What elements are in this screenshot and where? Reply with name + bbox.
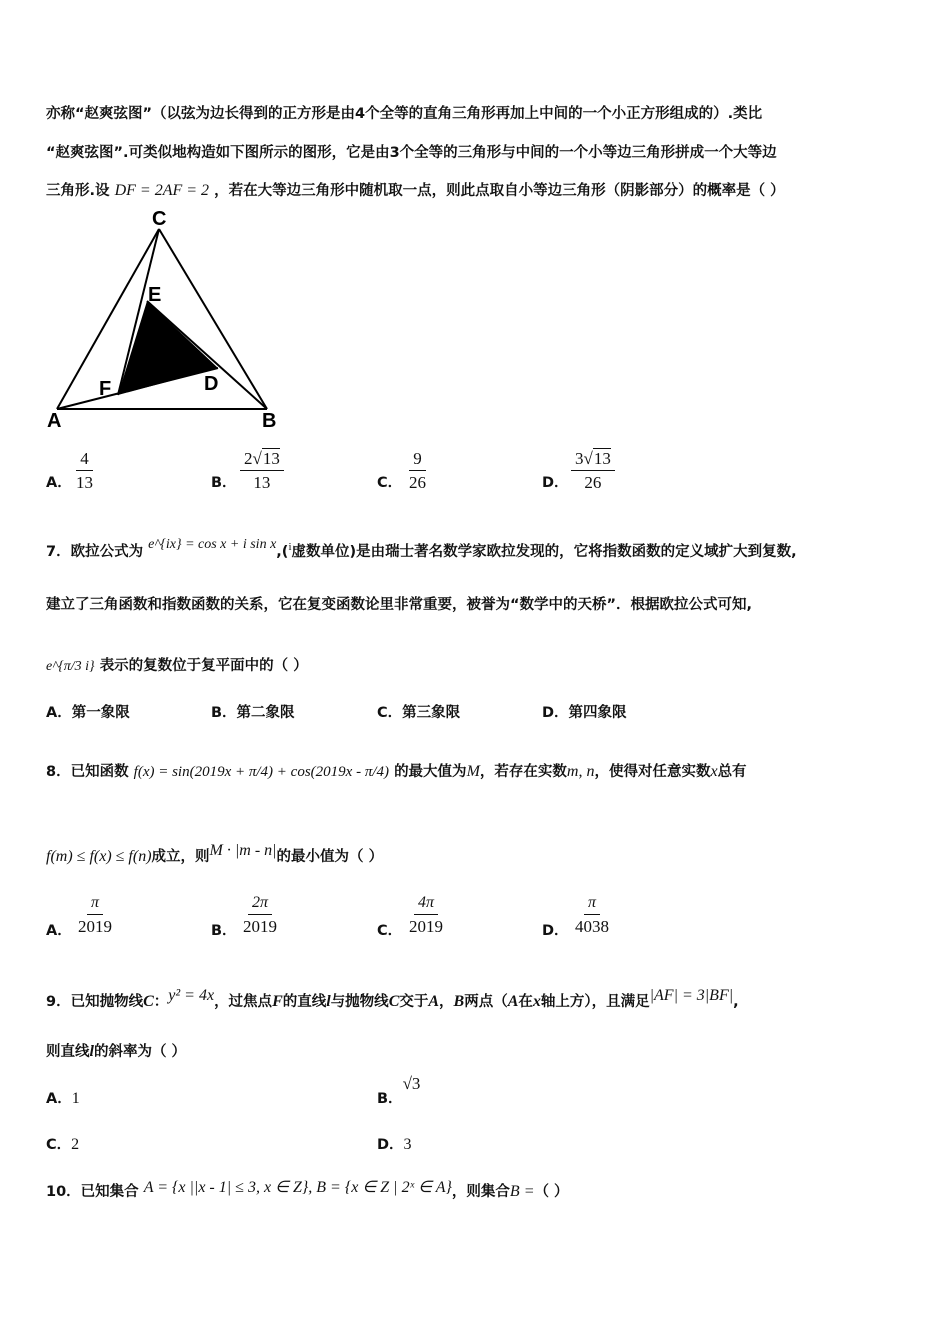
q6-option-a-fraction	[72, 449, 97, 493]
q8-option-d-letter[interactable]: D．	[542, 923, 569, 939]
q7-exp-expression: e^{π/3 i}	[46, 659, 95, 674]
q8-option-c-letter[interactable]: C．	[377, 923, 403, 939]
q8-d-num: π	[584, 893, 600, 915]
q6-option-d-fraction	[571, 449, 615, 493]
q9-text-7: 轴上方），且满足	[540, 994, 650, 1010]
q9-text-2: 的直线	[282, 994, 327, 1010]
q7-line-2: 建立了三角函数和指数函数的关系，它在复变函数论里非常重要，被誉为“数学中的天桥”．根据欧拉公式可知,	[46, 597, 753, 613]
q8-option-d-fraction	[571, 893, 613, 937]
q8-option-b-letter[interactable]: B．	[211, 923, 237, 939]
q7-text-1: 虚数单位)是由瑞士著名数学家欧拉发现的，它将指数函数的定义域扩大到复数,	[291, 544, 797, 560]
label-d: D	[204, 373, 219, 395]
q6-b-rad: 13	[262, 449, 280, 468]
q9-text-6: 在	[518, 994, 533, 1010]
q9-a-letter: A．	[46, 1091, 72, 1107]
triangle-figure	[40, 205, 290, 435]
q9-option-c[interactable]	[46, 1133, 79, 1154]
q10-text-2: （ ）	[534, 1184, 569, 1200]
q6-a-den: 13	[76, 473, 93, 492]
q8-line-2	[46, 842, 384, 866]
q9-C: C	[143, 993, 154, 1010]
q9-B: B	[453, 993, 465, 1010]
label-e: E	[148, 284, 162, 306]
q9-d-value: 3	[403, 1136, 412, 1153]
q9-line2-b: 的斜率为（ ）	[93, 1044, 187, 1060]
q9-colon: ：	[153, 994, 169, 1010]
q10-line-1	[46, 1180, 569, 1201]
q6-b-den: 13	[253, 473, 271, 492]
q6-option-c-fraction	[405, 449, 430, 493]
q9-option-b[interactable]	[377, 1073, 421, 1107]
q6-c-den: 26	[409, 473, 426, 492]
q9-F: F	[272, 993, 283, 1010]
q9-text-3: 与抛物线	[330, 994, 389, 1010]
q9-comma: ，	[439, 994, 454, 1010]
q9-text-1: ，过焦点	[214, 994, 273, 1010]
q7-line-1	[46, 537, 797, 561]
q9-parabola: y² = 4x	[168, 987, 215, 1004]
q6-d-num: 3√13	[571, 449, 615, 471]
q7-euler-formula: e^{ix} = cos x + i sin x	[148, 537, 277, 552]
intro-line-3-text-a: 三角形.设	[46, 183, 110, 199]
q8-option-a-letter[interactable]: A．	[46, 923, 72, 939]
q6-option-a-letter[interactable]: A．	[46, 475, 72, 491]
q9-c-value: 2	[71, 1136, 80, 1153]
q8-text-1: 的最大值为	[394, 764, 467, 780]
q8-text-4: 总有	[717, 764, 747, 780]
q7-option-c[interactable]: C．第三象限	[377, 705, 461, 721]
intro-line-3-text-b: ，若在大等边三角形中随机取一点，则此点取自小等边三角形（阴影部分）的概率是（ ）	[214, 183, 785, 199]
q8-mn: m, n	[566, 763, 595, 780]
q8-x: x	[710, 763, 718, 780]
q6-a-num: 4	[76, 449, 93, 471]
q9-option-d[interactable]	[377, 1133, 412, 1154]
q9-b-value: √3	[402, 1074, 421, 1093]
q9-l: l	[326, 993, 331, 1010]
q9-C2: C	[388, 993, 400, 1010]
q8-M: M	[466, 763, 480, 780]
intro-math-df: DF = 2AF = 2	[114, 182, 210, 199]
label-a: A	[47, 410, 62, 432]
q9-c-letter: C．	[46, 1137, 72, 1153]
q7-imag-unit: i	[288, 541, 292, 553]
q8-text-5: 成立，则	[151, 849, 210, 865]
q9-line-2	[46, 1040, 186, 1061]
q9-option-a[interactable]	[46, 1087, 80, 1108]
q7-line-3	[46, 654, 308, 675]
q8-c-den: 2019	[409, 917, 443, 936]
q7-option-d[interactable]: D．第四象限	[542, 705, 627, 721]
q7-mid: ,(	[276, 544, 289, 560]
q9-a-value: 1	[71, 1090, 80, 1107]
q9-condition: |AF| = 3|BF|	[649, 987, 734, 1004]
q9-text-8: ,	[733, 994, 739, 1010]
q9-text-4: 交于	[399, 994, 429, 1010]
q8-text-6: 的最小值为（ ）	[276, 849, 384, 865]
q7-text-3: 表示的复数位于复平面中的（ ）	[99, 658, 308, 674]
q8-c-num: 4π	[414, 893, 438, 915]
q6-option-b-fraction	[240, 449, 284, 493]
q6-option-b-letter[interactable]: B．	[211, 475, 237, 491]
q8-inequality: f(m) ≤ f(x) ≤ f(n)	[46, 848, 152, 865]
q9-prefix: 9．已知抛物线	[46, 994, 144, 1010]
q8-line-1	[46, 760, 747, 781]
q8-b-num: 2π	[248, 893, 272, 915]
q8-option-b-fraction	[239, 893, 281, 937]
q6-d-coef: 3	[575, 449, 584, 468]
label-f: F	[99, 378, 112, 400]
q8-prefix: 8．已知函数	[46, 764, 129, 780]
label-b: B	[262, 410, 277, 432]
q8-function: f(x) = sin(2019x + π/4) + cos(2019x - π/4)	[133, 764, 389, 780]
q10-B: B =	[509, 1183, 535, 1200]
q9-d-letter: D．	[377, 1137, 404, 1153]
intro-line-3	[46, 179, 785, 200]
q8-a-num: π	[87, 893, 103, 915]
label-c: C	[152, 208, 167, 230]
q6-b-coef: 2	[244, 449, 253, 468]
q8-a-den: 2019	[78, 917, 112, 936]
q9-line-1	[46, 987, 739, 1011]
q8-product: M · |m - n|	[209, 842, 277, 859]
q8-d-den: 4038	[575, 917, 609, 936]
q9-A2: A	[507, 993, 519, 1010]
q9-A: A	[428, 993, 440, 1010]
q8-option-c-fraction	[405, 893, 447, 937]
q6-option-d-letter[interactable]: D．	[542, 475, 569, 491]
q6-d-rad: 13	[593, 449, 611, 468]
q6-d-den: 26	[584, 473, 602, 492]
q8-text-2: ，若存在实数	[479, 764, 567, 780]
q10-prefix: 10．已知集合	[46, 1184, 139, 1200]
q6-b-num: 2√13	[240, 449, 284, 471]
q8-text-3: ，使得对任意实数	[594, 764, 711, 780]
q8-b-den: 2019	[243, 917, 277, 936]
q9-line2-a: 则直线	[46, 1044, 90, 1060]
q8-option-a-fraction	[74, 893, 116, 937]
q7-prefix: 7．欧拉公式为	[46, 544, 144, 560]
intro-line-1: 亦称“赵爽弦图”（以弦为边长得到的正方形是由4个全等的直角三角形再加上中间的一个小正方形组成的）.类比	[46, 106, 763, 122]
q10-sets: A = {x ||x - 1| ≤ 3, x ∈ Z}, B = {x ∈ Z | 2ˣ ∈ A}	[143, 1179, 452, 1196]
q6-option-c-letter[interactable]: C．	[377, 475, 403, 491]
q7-option-a[interactable]: A．第一象限	[46, 705, 130, 721]
q9-b-letter: B．	[377, 1091, 403, 1107]
q6-c-num: 9	[409, 449, 426, 471]
q9-text-5: 两点（	[464, 994, 508, 1010]
q9-l2: l	[89, 1043, 94, 1060]
intro-line-2: “赵爽弦图”.可类似地构造如下图所示的图形，它是由3个全等的三角形与中间的一个小等边三角形拼成一个大等边	[46, 145, 777, 161]
q9-x: x	[532, 993, 541, 1010]
q10-text-1: ，则集合	[451, 1184, 510, 1200]
q7-option-b[interactable]: B．第二象限	[211, 705, 295, 721]
